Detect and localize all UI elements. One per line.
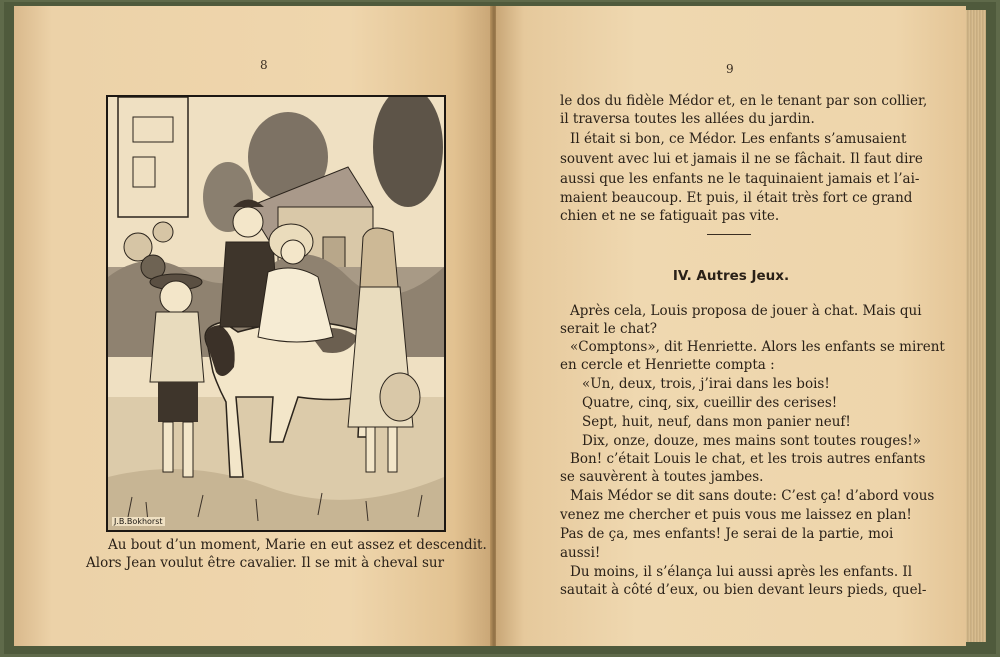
text-line: serait le chat? <box>560 321 658 337</box>
chapter-heading: IV. Autres Jeux. <box>672 268 790 284</box>
text-line: Dix, onze, douze, mes mains sont toutes rouges!» <box>582 433 921 449</box>
text-line: aussi! <box>560 545 601 561</box>
text-line: en cercle et Henriette compta : <box>560 357 775 373</box>
text-line: Sept, huit, neuf, dans mon panier neuf! <box>582 414 851 430</box>
text-line: sautait à côté d’eux, ou bien devant leurs pieds, quel- <box>560 582 927 598</box>
text-line: aussi que les enfants ne le taquinaient jamais et l’ai- <box>560 171 920 187</box>
text-line: le dos du fidèle Médor et, en le tenant par son collier, <box>560 93 928 109</box>
children-with-dog-illustration <box>108 97 444 530</box>
page-edges <box>966 10 986 642</box>
text-line: souvent avec lui et jamais il ne se fâchait. Il faut dire <box>560 151 923 167</box>
text-line: se sauvèrent à toutes jambes. <box>560 469 764 485</box>
text-line: Alors Jean voulut être cavalier. Il se mit à cheval sur <box>86 555 445 571</box>
text-line: Mais Médor se dit sans doute: C’est ça! d’abord vous <box>570 488 935 504</box>
text-line: chien et ne se fatiguait pas vite. <box>560 208 780 224</box>
left-page <box>14 6 492 646</box>
illustration <box>106 95 446 532</box>
text-line: Pas de ça, mes enfants! Je serai de la partie, moi <box>560 526 894 542</box>
section-divider <box>707 234 751 235</box>
text-line: «Un, deux, trois, j’irai dans les bois! <box>582 376 830 392</box>
text-line: maient beaucoup. Et puis, il était très fort ce grand <box>560 190 913 206</box>
right-page <box>496 6 966 646</box>
text-line: venez me chercher et puis vous me laissez en plan! <box>560 507 912 523</box>
text-line: Bon! c’était Louis le chat, et les trois autres enfants <box>570 451 926 467</box>
text-line: il traversa toutes les allées du jardin. <box>560 111 815 127</box>
text-line: Il était si bon, ce Médor. Les enfants s’amusaient <box>570 131 907 147</box>
text-line: «Comptons», dit Henriette. Alors les enfants se mirent <box>570 339 945 355</box>
page-number: 9 <box>726 62 734 76</box>
artist-signature: J.B.Bokhorst <box>114 517 163 526</box>
text-line: Au bout d’un moment, Marie en eut assez et descendit. <box>108 537 487 553</box>
text-line: Quatre, cinq, six, cueillir des cerises! <box>582 395 838 411</box>
text-line: Du moins, il s’élança lui aussi après les enfants. Il <box>570 564 913 580</box>
text-line: Après cela, Louis proposa de jouer à chat. Mais qui <box>570 303 922 319</box>
page-number: 8 <box>260 58 268 72</box>
open-book <box>4 2 996 654</box>
